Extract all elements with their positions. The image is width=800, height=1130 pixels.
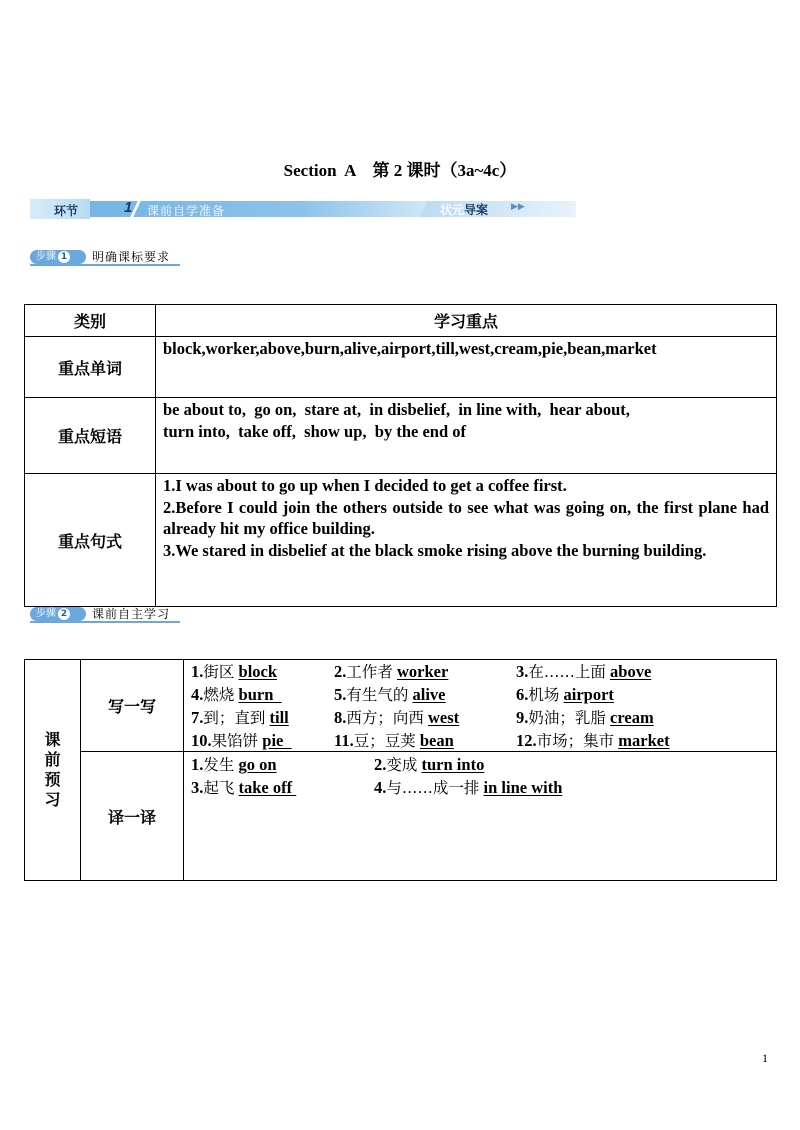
item-answer: airport: [563, 685, 614, 704]
vocab-item: [191, 684, 282, 706]
item-number: 9.: [516, 708, 529, 727]
step-2-number: 2: [58, 608, 70, 620]
item-chinese: 变成: [386, 756, 418, 774]
double-arrow-icon: ▶▶: [511, 202, 525, 212]
step-1-pill: [30, 250, 86, 264]
content-line: block,worker,above,burn,alive,airport,till,west,cream,pie,bean,market: [163, 339, 657, 358]
vocab-item: [191, 754, 277, 776]
item-answer: worker: [397, 662, 449, 681]
step-2-pill-text: 步骤: [36, 608, 56, 619]
item-chinese: 西方；向西: [346, 709, 424, 727]
vocab-item: [334, 707, 459, 729]
side-char: 习: [44, 790, 61, 809]
item-chinese: 起飞: [203, 779, 235, 797]
translate-row: [25, 752, 777, 881]
row-category: 重点单词: [25, 337, 156, 398]
side-char: 预: [44, 770, 61, 789]
header-focus: 学习重点: [156, 305, 777, 337]
vocab-item: [516, 684, 614, 706]
item-chinese: 市场；集市: [536, 732, 615, 750]
item-number: 3.: [191, 778, 204, 797]
step-1-number: 1: [58, 251, 70, 263]
item-answer: block: [238, 662, 278, 681]
step-2-underline: [30, 621, 180, 623]
item-number: 1.: [191, 662, 204, 681]
write-cells: [184, 660, 777, 752]
item-chinese: 机场: [528, 686, 560, 704]
row-content: [156, 474, 777, 607]
key-points-table: [24, 304, 777, 607]
vocab-item: [374, 777, 562, 799]
item-answer: pie: [262, 731, 292, 750]
item-answer: in line with: [483, 778, 563, 797]
item-chinese: 豆；豆荚: [353, 732, 416, 750]
side-char: 前: [44, 750, 61, 769]
side-label: [25, 660, 81, 881]
content-line: turn into, take off, show up, by the end of: [163, 421, 466, 441]
item-number: 2.: [374, 755, 387, 774]
step-1-pill-text: 步骤: [36, 251, 56, 262]
item-answer: burn: [238, 685, 282, 704]
item-answer: above: [610, 662, 652, 681]
item-answer: cream: [610, 708, 654, 727]
item-number: 8.: [334, 708, 347, 727]
item-number: 1.: [191, 755, 204, 774]
banner-brand-b: 导案: [464, 203, 489, 217]
item-chinese: 与……成一排: [386, 779, 480, 797]
vocab-item: [191, 707, 289, 729]
vocab-item: [191, 730, 292, 752]
table-row: [25, 398, 777, 474]
side-char: 课: [44, 730, 61, 749]
item-answer: market: [618, 731, 670, 750]
vocab-item: [374, 754, 484, 776]
vocab-item: [334, 684, 446, 706]
item-number: 4.: [191, 685, 204, 704]
item-chinese: 到；直到: [203, 709, 266, 727]
section-banner: [30, 199, 576, 219]
vocab-item: [516, 661, 651, 683]
item-chinese: 街区: [203, 663, 235, 681]
content-line: 2.Before I could join the others outside to see what was going on, the first plane had already hit my office building.: [163, 497, 769, 538]
item-answer: west: [428, 708, 460, 727]
item-answer: go on: [238, 755, 277, 774]
item-chinese: 奶油；乳脂: [528, 709, 606, 727]
write-label: 写一写: [81, 660, 184, 752]
content-line: be about to, go on, stare at, in disbelief, in line with, hear about,: [163, 400, 630, 419]
item-chinese: 发生: [203, 756, 235, 774]
write-row: [25, 660, 777, 752]
item-number: 7.: [191, 708, 204, 727]
page-title: Section A 第 2 课时（3a~4c）: [283, 161, 517, 180]
vocab-item: [516, 707, 654, 729]
vocab-item: [334, 661, 448, 683]
item-answer: bean: [419, 731, 454, 750]
content-line: 3.We stared in disbelief at the black smoke rising above the burning building.: [163, 540, 707, 560]
item-chinese: 在……上面: [528, 663, 606, 681]
vocab-item: [516, 730, 670, 752]
item-number: 3.: [516, 662, 529, 681]
row-category: 重点短语: [25, 398, 156, 474]
table-row: [25, 337, 777, 398]
step-1-text: 明确课标要求: [92, 250, 171, 264]
translate-label: 译一译: [81, 752, 184, 881]
header-category: 类别: [25, 305, 156, 337]
banner-section: 课前自学准备: [147, 204, 226, 218]
item-chinese: 燃烧: [203, 686, 235, 704]
banner-brand: [440, 201, 488, 218]
table-row: [25, 474, 777, 607]
item-number: 5.: [334, 685, 347, 704]
vocab-item: [334, 730, 454, 752]
item-number: 12.: [516, 731, 537, 750]
item-chinese: 有生气的: [346, 686, 409, 704]
item-number: 4.: [374, 778, 387, 797]
step-2-text: 课前自主学习: [92, 607, 171, 621]
item-answer: take off: [238, 778, 297, 797]
vocab-item: [191, 661, 277, 683]
banner-huanjie: 环节: [54, 204, 79, 218]
item-chinese: 工作者: [346, 663, 393, 681]
row-category: 重点句式: [25, 474, 156, 607]
item-number: 2.: [334, 662, 347, 681]
step-1-underline: [30, 264, 180, 266]
item-answer: alive: [412, 685, 446, 704]
table-header-row: [25, 305, 777, 337]
banner-number: 1: [124, 199, 133, 216]
content-line: 1.I was about to go up when I decided to get a coffee first.: [163, 476, 567, 495]
item-answer: till: [269, 708, 289, 727]
item-number: 11.: [334, 731, 354, 750]
row-content: [156, 337, 777, 398]
item-answer: turn into: [421, 755, 485, 774]
preview-table: [24, 659, 777, 881]
item-number: 6.: [516, 685, 529, 704]
banner-brand-a: 状元: [440, 203, 465, 217]
item-chinese: 果馅饼: [211, 732, 259, 750]
row-content: [156, 398, 777, 474]
translate-cells: [184, 752, 777, 881]
item-number: 10.: [191, 731, 212, 750]
page-number: 1: [762, 1051, 768, 1065]
step-2-pill: [30, 607, 86, 621]
vocab-item: [191, 777, 296, 799]
